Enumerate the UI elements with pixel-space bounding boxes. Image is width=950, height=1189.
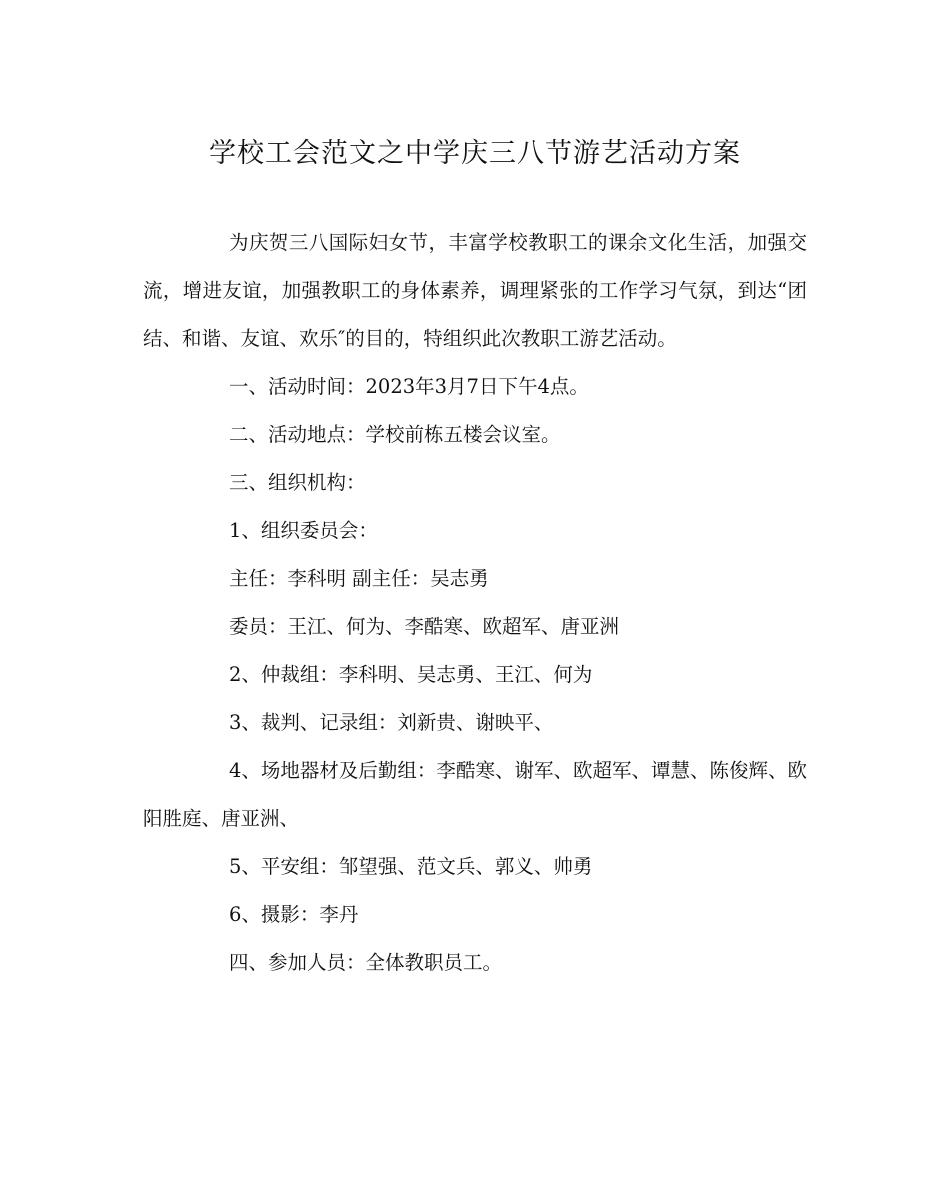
organization-heading: 三、组织机构： (229, 471, 366, 494)
participants: 四、参加人员：全体教职员工。 (229, 951, 503, 974)
activity-time: 一、活动时间：2023年3月7日下午4点。 (229, 375, 589, 398)
committee-heading: 1、组织委员会： (229, 519, 378, 542)
safety-group: 5、平安组：邹望强、范文兵、郭义、帅勇 (229, 855, 593, 878)
document-title: 学校工会范文之中学庆三八节游艺活动方案 (209, 138, 741, 169)
committee-directors: 主任：李科明 副主任：吴志勇 (229, 567, 489, 590)
activity-location: 二、活动地点：学校前栋五楼会议室。 (229, 423, 561, 446)
venue-logistics-group: 4、场地器材及后勤组：李酷寒、谢军、欧超军、谭慧、陈俊辉、欧阳胜庭、唐亚洲、 (143, 759, 807, 830)
referee-group: 3、裁判、记录组：刘新贵、谢映平、 (229, 711, 554, 734)
committee-members: 委员：王江、何为、李酷寒、欧超军、唐亚洲 (229, 615, 620, 638)
photography: 6、摄影：李丹 (229, 903, 359, 926)
document-body (143, 219, 807, 987)
arbitration-group: 2、仲裁组：李科明、吴志勇、王江、何为 (229, 663, 593, 686)
intro-paragraph: 为庆贺三八国际妇女节，丰富学校教职工的课余文化生活，加强交流，增进友谊，加强教职工的身体素养，调理紧张的工作学习气氛，到达“团结、和谐、友谊、欢乐″的目的，特组织此次教职工游艺活动。 (143, 231, 807, 350)
